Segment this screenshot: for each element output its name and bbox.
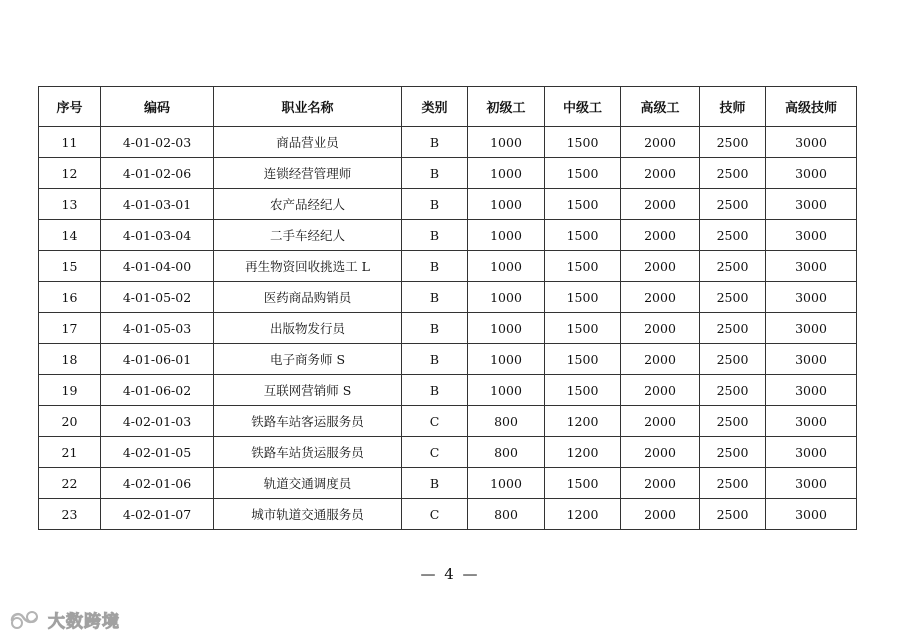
cell-occupation-name: 轨道交通调度员 xyxy=(214,468,402,499)
table-row xyxy=(39,189,857,220)
cell-senior: 2000 xyxy=(621,437,700,468)
cell-junior: 1000 xyxy=(468,344,545,375)
table-row xyxy=(39,375,857,406)
watermark-logo-icon xyxy=(8,609,42,631)
cell-senior: 2000 xyxy=(621,499,700,530)
cell-occupation-name: 铁路车站客运服务员 xyxy=(214,406,402,437)
cell-intermediate: 1500 xyxy=(545,468,621,499)
cell-occupation-name: 电子商务师 S xyxy=(214,344,402,375)
table-row xyxy=(39,344,857,375)
cell-index: 12 xyxy=(39,158,101,189)
cell-code: 4-01-02-03 xyxy=(101,127,214,158)
cell-index: 17 xyxy=(39,313,101,344)
cell-index: 15 xyxy=(39,251,101,282)
watermark xyxy=(8,607,120,632)
header-code: 编码 xyxy=(101,87,214,127)
cell-index: 13 xyxy=(39,189,101,220)
cell-senior: 2000 xyxy=(621,158,700,189)
cell-code: 4-01-03-01 xyxy=(101,189,214,220)
cell-senior-technician: 3000 xyxy=(766,468,857,499)
table-row xyxy=(39,282,857,313)
occupation-table xyxy=(38,86,857,530)
cell-intermediate: 1500 xyxy=(545,313,621,344)
cell-occupation-name: 铁路车站货运服务员 xyxy=(214,437,402,468)
cell-senior-technician: 3000 xyxy=(766,313,857,344)
cell-category: B xyxy=(402,282,468,313)
cell-technician: 2500 xyxy=(700,375,766,406)
table-row xyxy=(39,406,857,437)
cell-senior: 2000 xyxy=(621,344,700,375)
cell-index: 21 xyxy=(39,437,101,468)
cell-senior: 2000 xyxy=(621,189,700,220)
cell-intermediate: 1500 xyxy=(545,282,621,313)
header-senior-technician: 高级技师 xyxy=(766,87,857,127)
header-category: 类别 xyxy=(402,87,468,127)
cell-junior: 800 xyxy=(468,499,545,530)
cell-junior: 1000 xyxy=(468,127,545,158)
cell-code: 4-01-05-02 xyxy=(101,282,214,313)
cell-senior-technician: 3000 xyxy=(766,189,857,220)
cell-index: 22 xyxy=(39,468,101,499)
cell-intermediate: 1500 xyxy=(545,158,621,189)
cell-category: C xyxy=(402,406,468,437)
cell-junior: 1000 xyxy=(468,313,545,344)
cell-code: 4-01-05-03 xyxy=(101,313,214,344)
cell-technician: 2500 xyxy=(700,437,766,468)
cell-junior: 1000 xyxy=(468,189,545,220)
cell-senior-technician: 3000 xyxy=(766,220,857,251)
cell-technician: 2500 xyxy=(700,189,766,220)
table-row xyxy=(39,220,857,251)
cell-senior-technician: 3000 xyxy=(766,251,857,282)
cell-code: 4-02-01-07 xyxy=(101,499,214,530)
cell-senior-technician: 3000 xyxy=(766,406,857,437)
header-occupation-name: 职业名称 xyxy=(214,87,402,127)
cell-category: B xyxy=(402,220,468,251)
cell-code: 4-02-01-06 xyxy=(101,468,214,499)
table-row xyxy=(39,313,857,344)
table-header-row xyxy=(39,87,857,127)
cell-technician: 2500 xyxy=(700,220,766,251)
cell-category: C xyxy=(402,437,468,468)
cell-junior: 800 xyxy=(468,437,545,468)
cell-intermediate: 1500 xyxy=(545,344,621,375)
cell-intermediate: 1500 xyxy=(545,189,621,220)
cell-index: 16 xyxy=(39,282,101,313)
cell-index: 14 xyxy=(39,220,101,251)
cell-technician: 2500 xyxy=(700,282,766,313)
cell-technician: 2500 xyxy=(700,127,766,158)
table-row xyxy=(39,468,857,499)
watermark-text: 大数跨境 xyxy=(48,612,120,632)
cell-category: B xyxy=(402,127,468,158)
cell-intermediate: 1200 xyxy=(545,499,621,530)
cell-senior: 2000 xyxy=(621,220,700,251)
cell-category: C xyxy=(402,499,468,530)
cell-junior: 1000 xyxy=(468,251,545,282)
cell-category: B xyxy=(402,251,468,282)
cell-senior-technician: 3000 xyxy=(766,158,857,189)
cell-code: 4-02-01-03 xyxy=(101,406,214,437)
cell-occupation-name: 农产品经纪人 xyxy=(214,189,402,220)
cell-occupation-name: 二手车经纪人 xyxy=(214,220,402,251)
cell-index: 23 xyxy=(39,499,101,530)
cell-senior: 2000 xyxy=(621,313,700,344)
table-row xyxy=(39,251,857,282)
cell-junior: 1000 xyxy=(468,282,545,313)
cell-technician: 2500 xyxy=(700,313,766,344)
header-index: 序号 xyxy=(39,87,101,127)
header-technician: 技师 xyxy=(700,87,766,127)
cell-technician: 2500 xyxy=(700,158,766,189)
cell-technician: 2500 xyxy=(700,344,766,375)
cell-technician: 2500 xyxy=(700,251,766,282)
cell-intermediate: 1500 xyxy=(545,251,621,282)
cell-senior-technician: 3000 xyxy=(766,344,857,375)
cell-occupation-name: 再生物资回收挑选工 L xyxy=(214,251,402,282)
cell-occupation-name: 出版物发行员 xyxy=(214,313,402,344)
table-row xyxy=(39,437,857,468)
cell-junior: 800 xyxy=(468,406,545,437)
cell-intermediate: 1200 xyxy=(545,406,621,437)
cell-technician: 2500 xyxy=(700,499,766,530)
table-body xyxy=(39,127,857,530)
cell-intermediate: 1500 xyxy=(545,375,621,406)
cell-senior: 2000 xyxy=(621,375,700,406)
header-intermediate: 中级工 xyxy=(545,87,621,127)
cell-code: 4-01-04-00 xyxy=(101,251,214,282)
cell-category: B xyxy=(402,189,468,220)
cell-code: 4-01-06-01 xyxy=(101,344,214,375)
cell-code: 4-01-02-06 xyxy=(101,158,214,189)
cell-intermediate: 1500 xyxy=(545,220,621,251)
cell-occupation-name: 连锁经营管理师 xyxy=(214,158,402,189)
cell-senior-technician: 3000 xyxy=(766,499,857,530)
table-row xyxy=(39,158,857,189)
cell-code: 4-02-01-05 xyxy=(101,437,214,468)
cell-senior: 2000 xyxy=(621,282,700,313)
header-junior: 初级工 xyxy=(468,87,545,127)
cell-occupation-name: 互联网营销师 S xyxy=(214,375,402,406)
table-row xyxy=(39,499,857,530)
cell-senior-technician: 3000 xyxy=(766,127,857,158)
cell-senior-technician: 3000 xyxy=(766,282,857,313)
cell-category: B xyxy=(402,313,468,344)
cell-index: 11 xyxy=(39,127,101,158)
cell-senior: 2000 xyxy=(621,127,700,158)
cell-senior-technician: 3000 xyxy=(766,437,857,468)
cell-occupation-name: 医药商品购销员 xyxy=(214,282,402,313)
cell-intermediate: 1500 xyxy=(545,127,621,158)
cell-occupation-name: 城市轨道交通服务员 xyxy=(214,499,402,530)
cell-junior: 1000 xyxy=(468,220,545,251)
cell-category: B xyxy=(402,158,468,189)
cell-senior: 2000 xyxy=(621,406,700,437)
cell-index: 18 xyxy=(39,344,101,375)
cell-senior-technician: 3000 xyxy=(766,375,857,406)
cell-technician: 2500 xyxy=(700,406,766,437)
table-row xyxy=(39,127,857,158)
cell-index: 20 xyxy=(39,406,101,437)
cell-category: B xyxy=(402,468,468,499)
cell-technician: 2500 xyxy=(700,468,766,499)
cell-category: B xyxy=(402,375,468,406)
cell-junior: 1000 xyxy=(468,375,545,406)
cell-category: B xyxy=(402,344,468,375)
cell-junior: 1000 xyxy=(468,468,545,499)
cell-code: 4-01-03-04 xyxy=(101,220,214,251)
cell-code: 4-01-06-02 xyxy=(101,375,214,406)
header-senior: 高级工 xyxy=(621,87,700,127)
page-number: — 4 — xyxy=(420,565,480,583)
cell-senior: 2000 xyxy=(621,251,700,282)
cell-intermediate: 1200 xyxy=(545,437,621,468)
cell-index: 19 xyxy=(39,375,101,406)
cell-junior: 1000 xyxy=(468,158,545,189)
cell-occupation-name: 商品营业员 xyxy=(214,127,402,158)
cell-senior: 2000 xyxy=(621,468,700,499)
